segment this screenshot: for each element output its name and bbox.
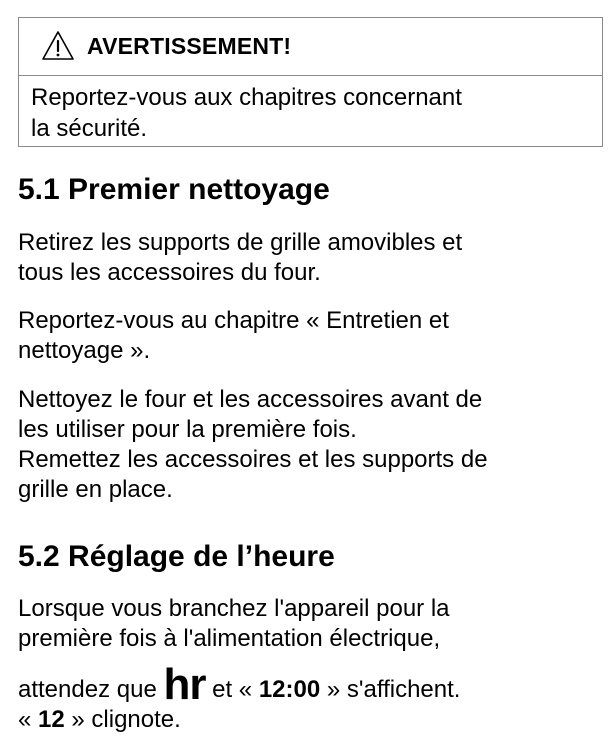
warning-triangle-icon — [41, 30, 75, 62]
time-value: 12:00 — [258, 676, 321, 703]
section-5-1-paragraph-3: Nettoyez le four et les accessoires avant de les utiliser pour la première fois. Remettez les accessoires et les supports de grille en place. — [18, 386, 488, 503]
section-5-1-heading: 5.1 Premier nettoyage — [18, 173, 330, 206]
hr-display-symbol: hr — [163, 660, 206, 709]
section-5-2-paragraph-2: attendez que hr et « 12:00 » s'affichent. « 12 » clignote. — [18, 660, 461, 733]
warning-text: Reportez-vous aux chapitres concernant la sécurité. — [31, 84, 462, 142]
section-5-2-heading: 5.2 Réglage de l’heure — [18, 540, 335, 573]
section-5-1-paragraph-2: Reportez-vous au chapitre « Entretien et nettoyage ». — [18, 307, 449, 364]
section-5-1-paragraph-1: Retirez les supports de grille amovibles et tous les accessoires du four. — [18, 229, 463, 286]
warning-header — [19, 18, 602, 76]
warning-box — [18, 17, 603, 147]
hour-value: 12 — [38, 706, 65, 733]
section-5-2-paragraph-1: Lorsque vous branchez l'appareil pour la première fois à l'alimentation électrique, — [18, 595, 450, 652]
warning-title: AVERTISSEMENT! — [87, 33, 292, 59]
